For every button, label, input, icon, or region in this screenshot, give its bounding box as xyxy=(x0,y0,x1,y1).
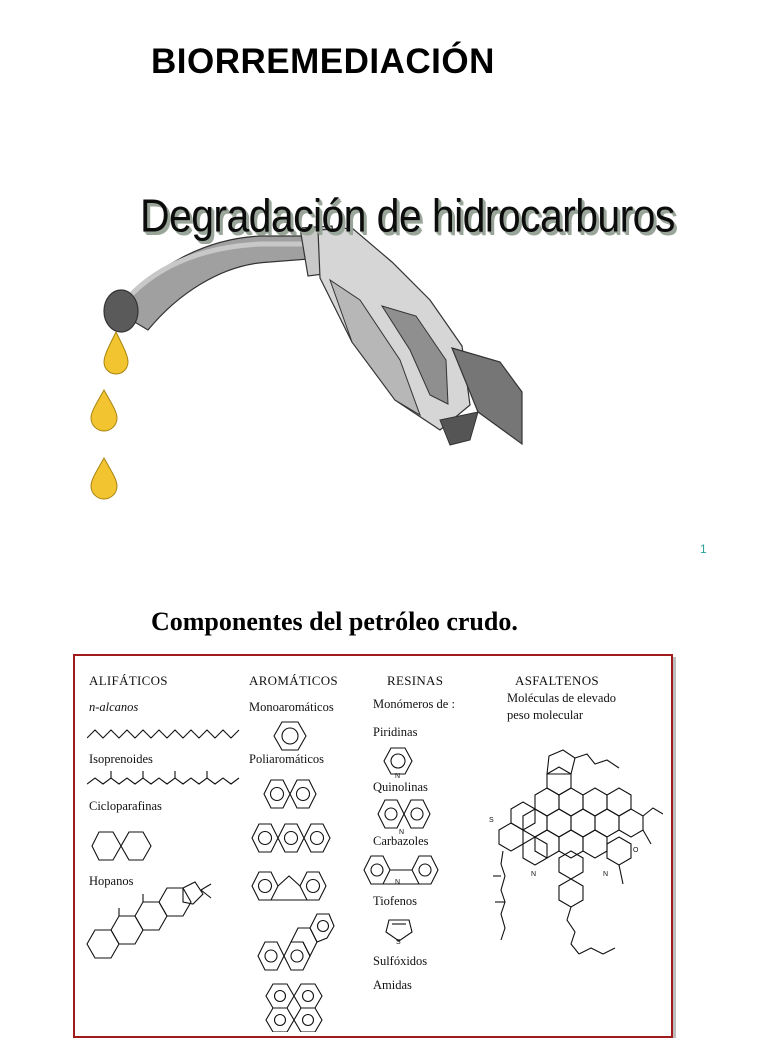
phenanthrene-icon xyxy=(257,912,335,974)
svg-text:N: N xyxy=(603,871,609,878)
svg-text:O: O xyxy=(633,847,639,854)
aromaticos-item: Monoaromáticos xyxy=(249,700,334,714)
hopane-structure-icon xyxy=(83,878,213,960)
resinas-item: Quinolinas xyxy=(373,780,428,794)
image-caption: Degradación de hidrocarburos xyxy=(140,190,675,242)
decalin-icon xyxy=(91,828,153,864)
aromaticos-item: Poliaromáticos xyxy=(249,752,324,766)
naphthalene-icon xyxy=(263,778,319,810)
resinas-intro: Monómeros de : xyxy=(373,697,455,711)
fluorene-icon xyxy=(251,868,335,902)
pyridine-ring-icon xyxy=(383,746,413,778)
thiophene-ring-icon xyxy=(385,914,413,944)
oil-drop-icon xyxy=(91,458,117,499)
asphaltene-structure-icon xyxy=(487,734,663,956)
header-resinas: RESINAS xyxy=(387,673,444,688)
n-alkane-chain-icon xyxy=(87,726,243,742)
alifaticos-item: n-alcanos xyxy=(89,700,139,714)
header-asfaltenos: ASFALTENOS xyxy=(515,673,599,688)
resinas-item: Tiofenos xyxy=(373,894,417,908)
resinas-item: Piridinas xyxy=(373,725,418,739)
svg-text:S: S xyxy=(489,817,494,824)
header-alifaticos: ALIFÁTICOS xyxy=(89,673,168,688)
svg-text:N: N xyxy=(395,773,401,778)
svg-text:S: S xyxy=(396,939,401,944)
benzene-ring-icon xyxy=(273,720,307,752)
anthracene-icon xyxy=(251,822,335,854)
pyrene-icon xyxy=(259,982,331,1032)
alifaticos-item: Cicloparafinas xyxy=(89,799,162,813)
section-title: Componentes del petróleo crudo. xyxy=(151,607,518,636)
resinas-item: Amidas xyxy=(373,978,412,992)
asfaltenos-description: peso molecular xyxy=(507,708,584,722)
svg-text:N: N xyxy=(395,879,401,886)
isoprenoid-chain-icon xyxy=(87,770,243,792)
page-number: 1 xyxy=(700,542,707,556)
alifaticos-item: Isoprenoides xyxy=(89,752,153,766)
alifaticos-item: Hopanos xyxy=(89,874,134,888)
oil-drop-icon xyxy=(91,390,117,431)
oil-drop-icon xyxy=(104,332,128,374)
header-aromaticos: AROMÁTICOS xyxy=(249,673,338,688)
resinas-item: Carbazoles xyxy=(373,834,429,848)
svg-text:N: N xyxy=(399,829,405,834)
carbazole-icon xyxy=(363,852,447,888)
resinas-item: Sulfóxidos xyxy=(373,954,428,968)
asfaltenos-description: Moléculas de elevado xyxy=(507,691,616,705)
page-title: BIORREMEDIACIÓN xyxy=(151,42,495,81)
components-table xyxy=(73,654,673,1038)
svg-text:N: N xyxy=(531,871,537,878)
quinoline-icon xyxy=(377,798,435,834)
